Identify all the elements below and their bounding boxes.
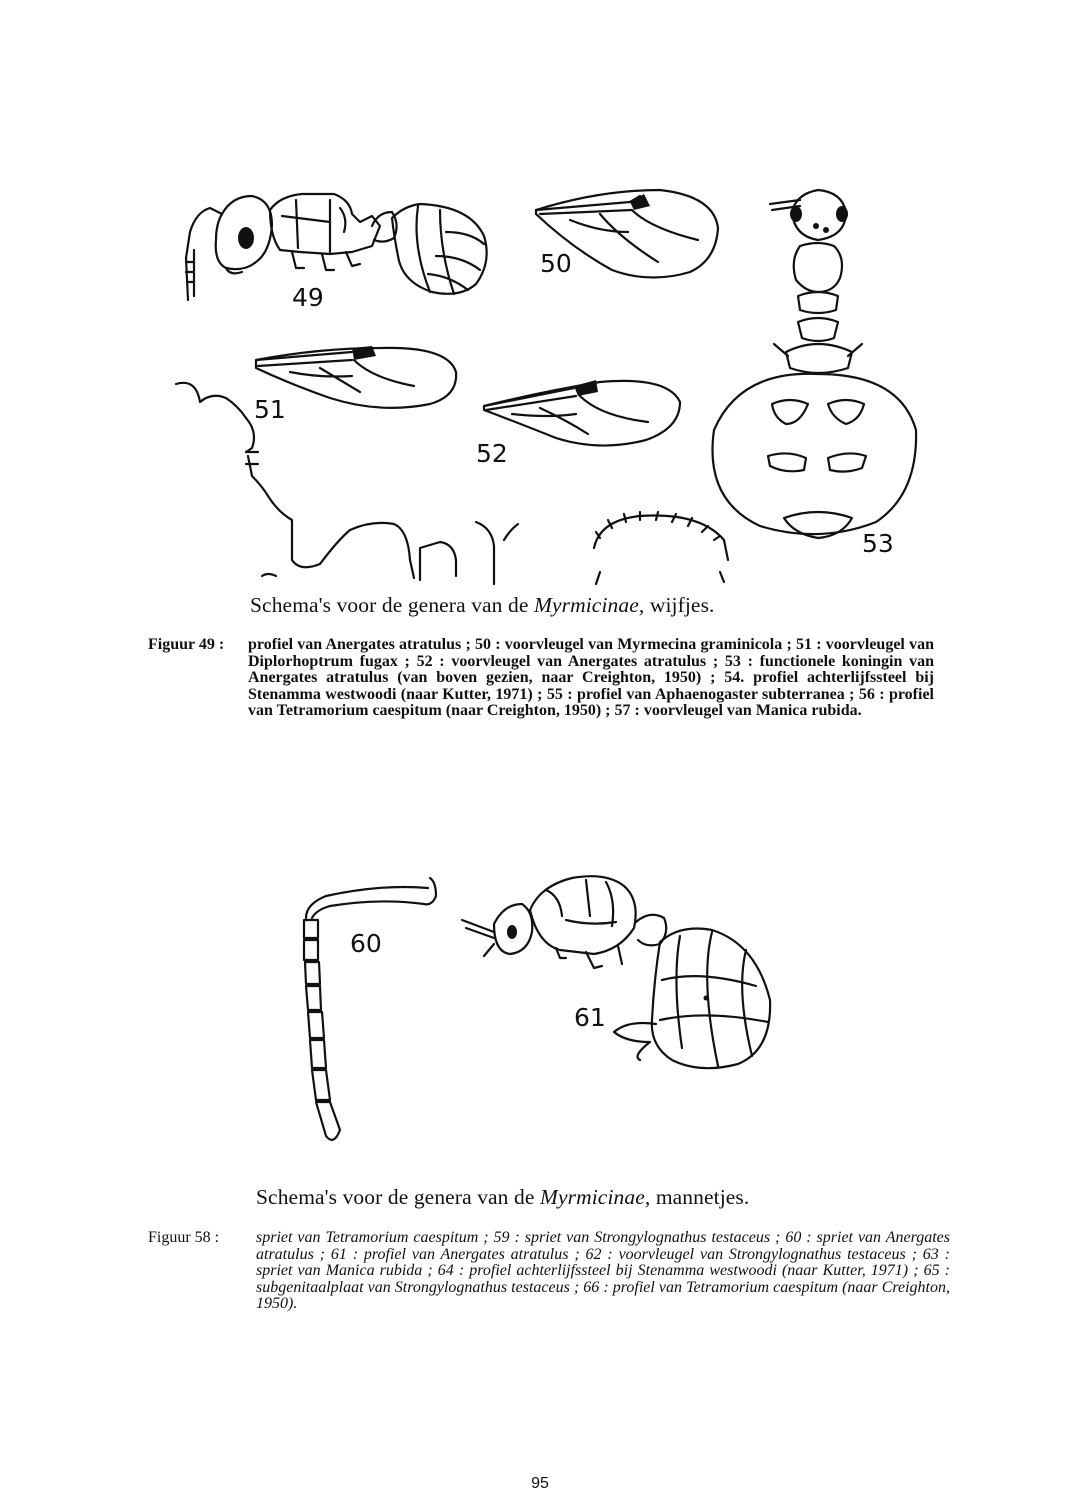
fig61-number: 61 [574,1003,606,1032]
fig53-number: 53 [862,529,894,558]
workers-title-taxon: Myrmicinae, [533,593,645,617]
males-caption-text: spriet van Tetramorium caespitum ; 59 : spriet van Strongylognathus testaceus ; 60 : spriet van Anergates atratulus ; 61 : profiel van Anergates atratulus ; 62 : voorvleugel van Strongylognathus testaceus ; 63 : spriet van Manica rubida ; 64 : profiel achterlijfssteel bij Stenamma westwoodi (naar Kutter, 1971) ; 65 : subgenitaalplaat van Strongylognathus testaceus ; 66 : profiel van Tetramorium caespitum (naar Creighton, 1950). [256,1229,950,1313]
workers-figure-title [250,593,715,618]
fig51-forewing-drawing [254,346,456,424]
fig49-ant-profile-drawing [186,194,487,312]
males-title-prefix: Schema's voor de genera van de [256,1185,540,1209]
males-figure-title [256,1185,749,1210]
fig52-number: 52 [476,439,508,468]
fig49-number: 49 [292,283,324,312]
fig50-forewing-drawing [536,190,718,278]
fig53-queen-dorsal-drawing [712,190,916,558]
page-number: 95 [531,1475,549,1492]
fig60-antenna-drawing [304,878,436,1140]
males-caption [148,1230,950,1350]
workers-title-prefix: Schema's voor de genera van de [250,593,534,617]
fig52-forewing-drawing [476,380,680,468]
males-figure-plate [0,860,1080,1150]
males-title-taxon: Myrmicinae, [539,1185,651,1209]
workers-figure-plate [0,0,1080,600]
fig50-number: 50 [540,249,572,278]
workers-title-suffix: wijfjes. [644,593,715,617]
workers-caption-text: profiel van Anergates atratulus ; 50 : voorvleugel van Myrmecina graminicola ; 51 : voorvleugel van Diplorhoptrum fugax ; 52 : voorvleugel van Anergates atratulus ; 53 : functionele koningin van Anergates atratulus (van boven gezien, naar Creighton, 1950) ; 54. profiel achterlijfssteel bij Stenamma westwoodi (naar Kutter, 1971) ; 55 : profiel van Aphaenogaster subterranea ; 56 : profiel van Tetramorium caespitum (naar Creighton, 1950) ; 57 : voorvleugel van Manica rubida. [248,636,934,720]
fig61-male-profile-drawing [462,876,770,1068]
workers-caption-label: Figuur 49 : [148,636,225,653]
fig56-petiole-profile [594,512,728,584]
males-title-suffix: mannetjes. [650,1185,750,1209]
workers-caption [148,637,934,777]
fig51-number: 51 [254,395,286,424]
fig54-55-petiole-profiles [176,383,518,584]
males-caption-label: Figuur 58 : [148,1229,220,1246]
fig60-number: 60 [350,929,382,958]
